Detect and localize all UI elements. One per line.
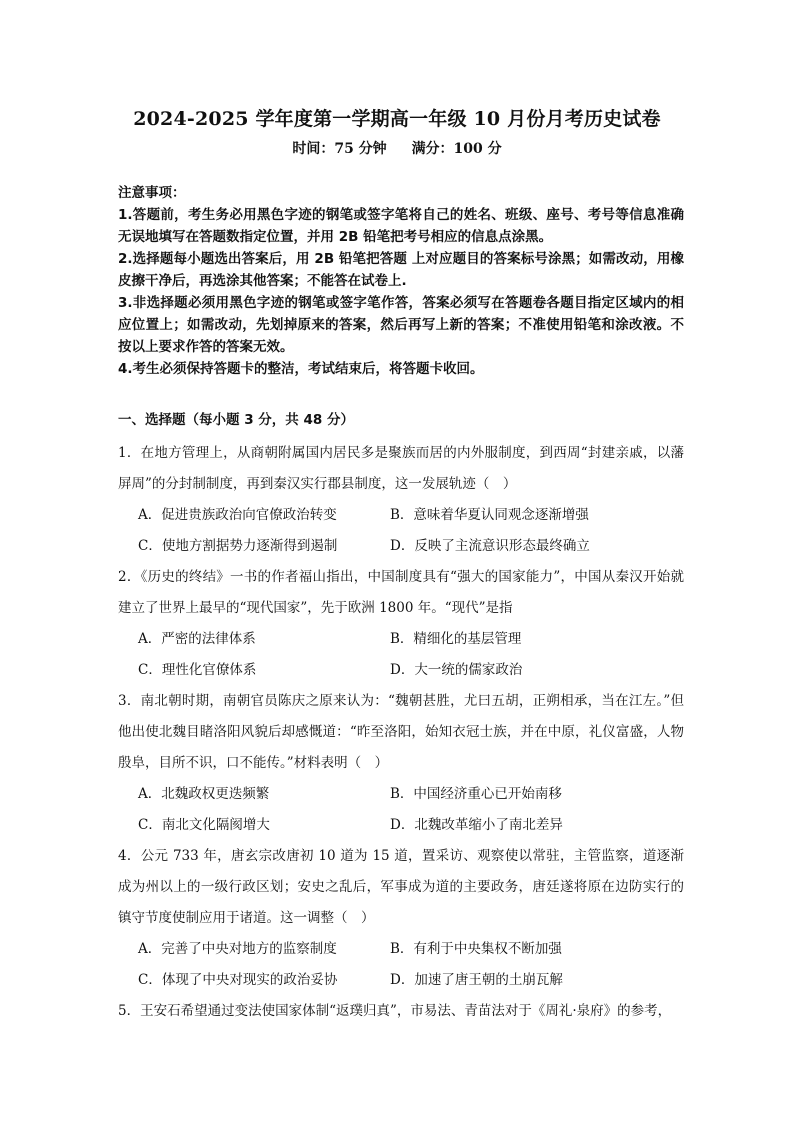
- notice-item-3: 3.非选择题必须用黑色字迹的钢笔或签字笔作答，答案必须写在答题卷各题目指定区域内的相应位置上；如需改动，先划掉原来的答案，然后再写上新的答案；不准使用铅笔和涂改液。不按以上要求作答的答案无效。: [118, 295, 684, 355]
- exam-full-score: 满分：100 分: [411, 141, 502, 157]
- notice-item-4: 4.考生必须保持答题卡的整洁，考试结束后，将答题卡收回。: [118, 361, 484, 377]
- option-b: B．精细化的基层管理: [390, 631, 522, 647]
- question-stem: 2．《历史的终结》一书的作者福山指出，中国制度具有“强大的国家能力”，中国从秦汉开始就建立了世界上最早的“现代国家”，先于欧洲 1800 年。“现代”是指: [118, 569, 684, 616]
- option-d: D．大一统的儒家政治: [390, 662, 523, 678]
- question-stem: 5．王安石希望通过变法使国家体制“返璞归真”，市易法、青苗法对于《周礼·泉府》的参考，: [118, 1003, 672, 1019]
- question-stem: 1．在地方管理上，从商朝附属国内居民多是聚族而居的内外服制度，到西周“封建亲戚，以藩屏周”的分封制制度，再到秦汉实行郡县制度，这一发展轨迹（ ）: [118, 445, 684, 492]
- question-2: [118, 562, 684, 686]
- option-d: D．反映了主流意识形态最终确立: [390, 538, 590, 554]
- option-c: C．南北文化隔阂增大: [138, 817, 270, 833]
- exam-time: 时间：75 分钟: [292, 141, 387, 157]
- option-b: B．意味着华夏认同观念逐渐增强: [390, 507, 589, 523]
- option-a: A．北魏政权更迭频繁: [138, 786, 270, 802]
- notice-heading: 注意事项：: [118, 185, 186, 201]
- option-d: D．北魏改革缩小了南北差异: [390, 817, 563, 833]
- question-1: [118, 438, 684, 562]
- option-c: C．体现了中央对现实的政治妥协: [138, 972, 338, 988]
- question-5: [118, 996, 684, 1027]
- option-d: D．加速了唐王朝的土崩瓦解: [390, 972, 563, 988]
- option-a: A．严密的法律体系: [138, 631, 256, 647]
- exam-subtitle: [0, 138, 794, 158]
- option-b: B．有利于中央集权不断加强: [390, 941, 562, 957]
- option-a: A．促进贵族政治向官僚政治转变: [138, 507, 337, 523]
- option-b: B．中国经济重心已开始南移: [390, 786, 562, 802]
- question-stem: 3．南北朝时期，南朝官员陈庆之原来认为：“魏朝甚胜，尤曰五胡，正朔相承，当在江左。”但他出使北魏目睹洛阳风貌后却感慨道：“昨至洛阳，始知衣冠士族，并在中原，礼仪富盛，人物殷阜，目所不识，口不能传。”材料表明（ ）: [118, 693, 684, 771]
- question-options: [118, 779, 684, 841]
- question-4: [118, 841, 684, 996]
- option-c: C．理性化官僚体系: [138, 662, 257, 678]
- question-stem: 4．公元 733 年，唐玄宗改唐初 10 道为 15 道，置采访、观察使以常驻，主管监察，道逐渐成为州以上的一级行政区划；安史之乱后，军事成为道的主要政务，唐廷遂将原在边防实行的镇守节度使制应用于诸道。这一调整（ ）: [118, 848, 684, 926]
- section-title: 一、选择题（每小题 3 分，共 48 分）: [118, 412, 354, 428]
- question-3: [118, 686, 684, 841]
- notice-block: [118, 182, 684, 380]
- question-options: [118, 624, 684, 686]
- question-options: [118, 500, 684, 562]
- question-area: [118, 408, 684, 1027]
- notice-item-2: 2.选择题每小题选出答案后，用 2B 铅笔把答题 上对应题目的答案标号涂黑；如需改动，用橡皮擦干净后，再选涂其他答案；不能答在试卷上.: [118, 251, 684, 289]
- exam-title: 2024-2025 学年度第一学期高一年级 10 月份月考历史试卷: [133, 108, 661, 130]
- option-c: C．使地方割据势力逐渐得到遏制: [138, 538, 338, 554]
- question-options: [118, 934, 684, 996]
- notice-item-1: 1.答题前，考生务必用黑色字迹的钢笔或签字笔将自己的姓名、班级、座号、考号等信息准确无误地填写在答题数指定位置，并用 2B 铅笔把考号相应的信息点涂黑。: [118, 207, 684, 245]
- option-a: A．完善了中央对地方的监察制度: [138, 941, 337, 957]
